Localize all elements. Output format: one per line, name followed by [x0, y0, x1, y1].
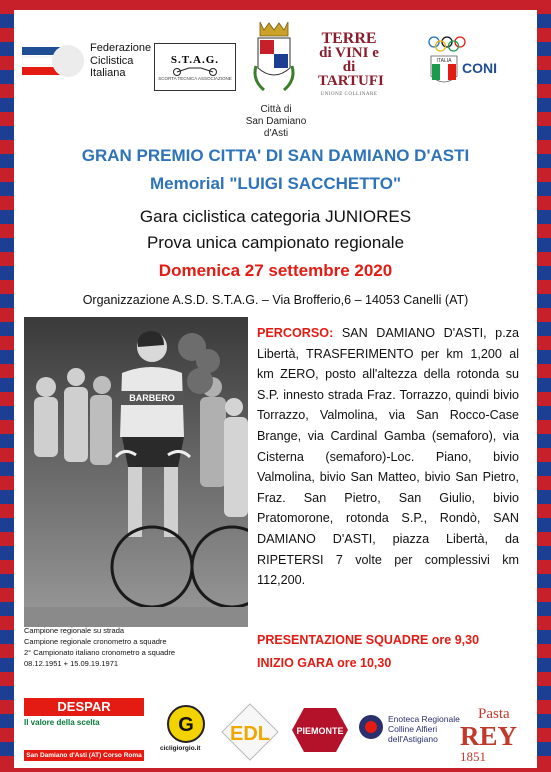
route-description — [257, 323, 519, 591]
piemonte-name: PIEMONTE — [296, 726, 344, 736]
poster — [14, 10, 537, 768]
caption-line: Campione regionale su strada — [24, 626, 125, 635]
jersey-text: BARBERO — [129, 393, 175, 403]
city-crest-icon — [250, 20, 298, 102]
organizer-line: Organizzazione A.S.D. S.T.A.G. – Via Brofferio,6 – 14053 Canelli (AT) — [82, 293, 469, 307]
stag-name: S.T.A.G. — [170, 53, 220, 66]
pasta-rey-logo — [460, 706, 530, 764]
championship-note: Prova unica campionato regionale — [146, 233, 405, 252]
despar-logo — [24, 698, 144, 770]
city-line1: Città di — [260, 104, 292, 115]
city-line2: San Damiano d'Asti — [245, 116, 307, 139]
cyclist-photo — [24, 317, 248, 627]
caption-line: 2° Campionato italiano cronometro a squadre — [24, 648, 176, 657]
svg-text:G: G — [178, 714, 194, 736]
stag-tagline: SCORTA TECNICA ASSOCIAZIONE — [158, 75, 232, 81]
terre-line2: di VINI e di TARTUFI — [318, 45, 384, 89]
memorial-title: Memorial "LUIGI SACCHETTO" — [150, 174, 401, 193]
cicli-giorgio-url: cicligiorgio.it — [160, 745, 201, 752]
fci-line3: Italiana — [90, 67, 126, 79]
despar-slogan: Il valore della scelta — [24, 718, 100, 727]
terre-line1: TERRE — [321, 30, 377, 47]
edl-name: EDL — [230, 723, 270, 745]
fci-line2: Ciclistica — [90, 54, 134, 67]
piemonte-logo — [290, 706, 350, 754]
terre-line3: UNIONE COLLINARE — [320, 92, 378, 97]
enoteca-line1: Enoteca Regionale — [388, 714, 460, 724]
cicli-giorgio-logo-icon — [164, 704, 208, 744]
enoteca-emblem-icon — [358, 714, 384, 740]
rey-name: REY — [460, 721, 518, 751]
city-name — [236, 104, 316, 140]
caption-line: 08.12.1951 + 15.09.19.1971 — [24, 659, 119, 668]
olympic-rings-icon — [427, 36, 467, 52]
race-start-time: INIZIO GARA ore 10,30 — [257, 656, 392, 670]
edl-logo — [220, 702, 280, 762]
terre-logo — [318, 30, 384, 102]
route-label: PERCORSO: — [257, 326, 334, 340]
rey-year: 1851 — [460, 749, 486, 764]
event-title: GRAN PREMIO CITTA' DI SAN DAMIANO D'ASTI — [81, 146, 470, 165]
team-presentation-time: PRESENTAZIONE SQUADRE ore 9,30 — [257, 633, 480, 647]
race-category: Gara ciclistica categoria JUNIORES — [139, 207, 412, 226]
fci-name — [90, 42, 151, 80]
enoteca-line3: dell'Astigiano — [388, 734, 438, 744]
photo-caption — [24, 625, 175, 669]
fci-logo — [22, 43, 86, 77]
rey-pasta: Pasta — [478, 706, 510, 722]
motorcycle-icon — [165, 66, 225, 76]
fci-line1: Federazione — [90, 42, 152, 54]
despar-address: San Damiano d'Asti (AT) Corso Roma 36/b — [24, 750, 144, 761]
enoteca-logo — [358, 714, 460, 745]
route-text: SAN DAMIANO D'ASTI, p.za Libertà, TRASFERIMENTO per km 1,200 al km ZERO, posto all'altezza della rotonda su S.P. innesto strada Fraz. Torrazzo, quindi bivio Torrazzo, Valmolina, via San Rocco-Case Brange, via Cardinal Gamba (semaforo), via Cisterna (semaforo)-Loc. Piano, bivio Valmolina, bivio San Matteo, bivio San Pietro, Fraz. San Pietro, San Giulio, bivio Pratomorone, rotonda S.P., Rondò, SAN DAMIANO D'ASTI, piazza Libertà, da RIPETERSI 7 volte per complessivi km 112,200. — [257, 326, 519, 588]
coni-shield-text: ITALIA — [436, 58, 452, 64]
event-date: Domenica 27 settembre 2020 — [158, 261, 393, 280]
stag-logo — [154, 43, 236, 91]
coni-label: CONI — [462, 60, 497, 76]
caption-line: Campione regionale cronometro a squadre — [24, 637, 167, 646]
italia-shield-icon — [429, 54, 459, 90]
enoteca-line2: Colline Alfieri — [388, 724, 438, 734]
despar-name: DESPAR — [24, 698, 144, 716]
